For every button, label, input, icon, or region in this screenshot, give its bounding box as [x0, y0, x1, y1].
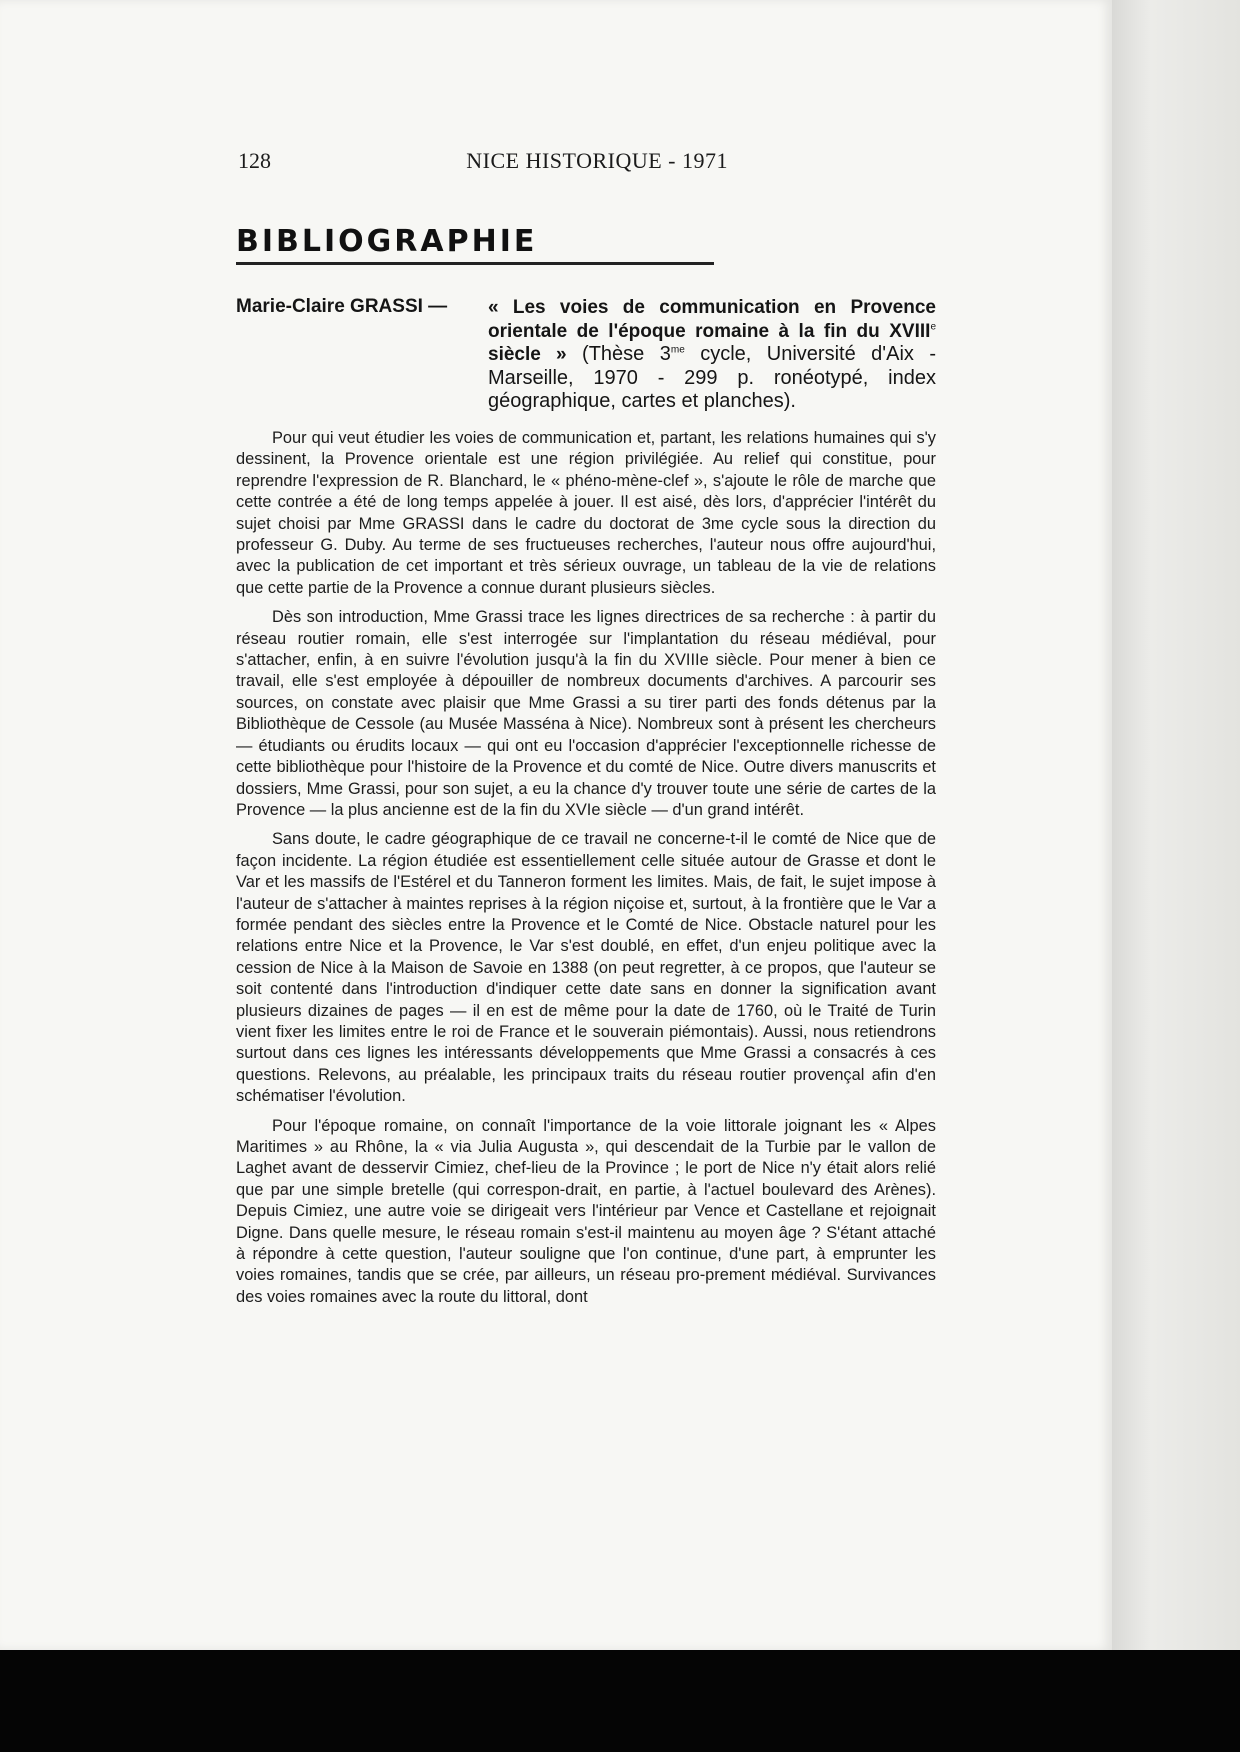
entry-publication-part1: (Thèse 3 [566, 343, 671, 365]
entry-title-block [488, 296, 936, 414]
title-underline [236, 262, 714, 265]
page-number: 128 [238, 148, 271, 173]
entry-publication-part2: cycle, Université d'Aix - Marseille, 1970 - 299 p. ronéotypé, index géographique, cartes et planches). [488, 343, 937, 412]
entry-title-part1: « Les voies de communication en Provence orientale de l'époque romaine à la fin du XVIII [488, 297, 936, 342]
entry-title-superscript: e [930, 321, 936, 333]
entry-title-part2: siècle » [488, 344, 567, 365]
running-head [238, 148, 728, 178]
paragraph-1: Pour qui veut étudier les voies de communication et, partant, les relations humaines qui s'y dessinent, la Provence orientale est une région privilégiée. Au relief qui constitue, pour reprendre l'expression de R. Blanchard, le « phéno-mène-clef », s'ajoute le rôle de marche que cette contrée a été de long temps appelée à jouer. Il est aisé, dès lors, d'apprécier l'intérêt du sujet choisi par Mme GRASSI dans le cadre du doctorat de 3me cycle sous la direction du professeur G. Duby. Au terme de ses fructueuses recherches, l'auteur nous offre aujourd'hui, avec la publication de cet important et très sérieux ouvrage, un tableau de la vie de relations que cette partie de la Provence a connue durant plusieurs siècles. [236, 429, 936, 597]
paragraph-4: Pour l'époque romaine, on connaît l'importance de la voie littorale joignant les « Alpes Maritimes » au Rhône, la « via Julia Augusta », qui descendait de la Turbie par le vallon de Laghet avant de desservir Cimiez, chef-lieu de la Province ; le port de Nice n'y était alors relié que par une simple bretelle (qui correspon-drait, en partie, à l'actuel boulevard des Arènes). Depuis Cimiez, une autre voie se dirigeait vers l'intérieur par Vence et Castellane et rejoignait Digne. Dans quelle mesure, le réseau romain s'est-il maintenu au moyen âge ? S'étant attaché à répondre à cette question, l'auteur souligne que l'on continue, d'une part, à emprunter les voies romaines, tandis que se crée, par ailleurs, un réseau pro-prement médiéval. Survivances des voies romaines avec la route du littoral, dont [236, 1116, 936, 1306]
scanner-bottom-band [0, 1650, 1240, 1752]
entry-publication-superscript: me [670, 344, 685, 356]
journal-title: NICE HISTORIQUE - 1971 [466, 148, 728, 173]
section-title: BIBLIOGRAPHIE [236, 224, 538, 259]
paragraph-3: Sans doute, le cadre géographique de ce travail ne concerne-t-il le comté de Nice que de façon incidente. La région étudiée est essentiellement celle située autour de Grasse et dont le Var et les massifs de l'Estérel et du Tanneron forment les limites. Mais, de fait, le sujet impose à l'auteur de s'attacher à maintes reprises à la région niçoise et, surtout, à la frontière que le Var a formée pendant des siècles entre la Provence et le Comté de Nice. Obstacle naturel pour les relations entre Nice et la Provence, le Var s'est doublé, en effet, d'un enjeu politique avec la cession de Nice à la Maison de Savoie en 1388 (on peut regretter, à ce propos, que l'auteur se soit contenté dans l'introduction d'indiquer cette date sans en donner la signification avant plusieurs dizaines de pages — il en est de même pour la date de 1760, où le Traité de Turin vient fixer les limites entre le roi de France et le souverain piémontais). Aussi, nous retiendrons surtout dans ces lignes les intéressants développements que Mme Grassi a consacrés à ces questions. Relevons, au préalable, les principaux traits du réseau routier provençal afin d'en schématiser l'évolution. [236, 830, 936, 1106]
paragraph-2: Dès son introduction, Mme Grassi trace les lignes directrices de sa recherche : à partir du réseau routier romain, elle s'est interrogée sur l'implantation du réseau médiéval, pour s'attacher, enfin, à en suivre l'évolution jusqu'à la fin du XVIIIe siècle. Pour mener à bien ce travail, elle s'est employée à dépouiller de nombreux documents d'archives. A parcourir ses sources, on constate avec plaisir que Mme Grassi a su tirer parti des fonds détenus par la Bibliothèque de Cessole (au Musée Masséna à Nice). Nombreux sont à présent les chercheurs — étudiants ou érudits locaux — qui ont eu l'occasion d'apprécier l'exceptionnelle richesse de cette bibliothèque pour l'histoire de la Provence et du comté de Nice. Outre divers manuscrits et dossiers, Mme Grassi, pour son sujet, a eu la chance d'y trouver toute une série de cartes de la Provence — la plus ancienne est de la fin du XVIe siècle — d'un grand intérêt. [236, 608, 936, 819]
entry-author: Marie-Claire GRASSI — [236, 296, 448, 317]
next-page-edge [1112, 0, 1240, 1650]
review-body [236, 428, 936, 1316]
bibliography-entry-heading [236, 290, 936, 410]
